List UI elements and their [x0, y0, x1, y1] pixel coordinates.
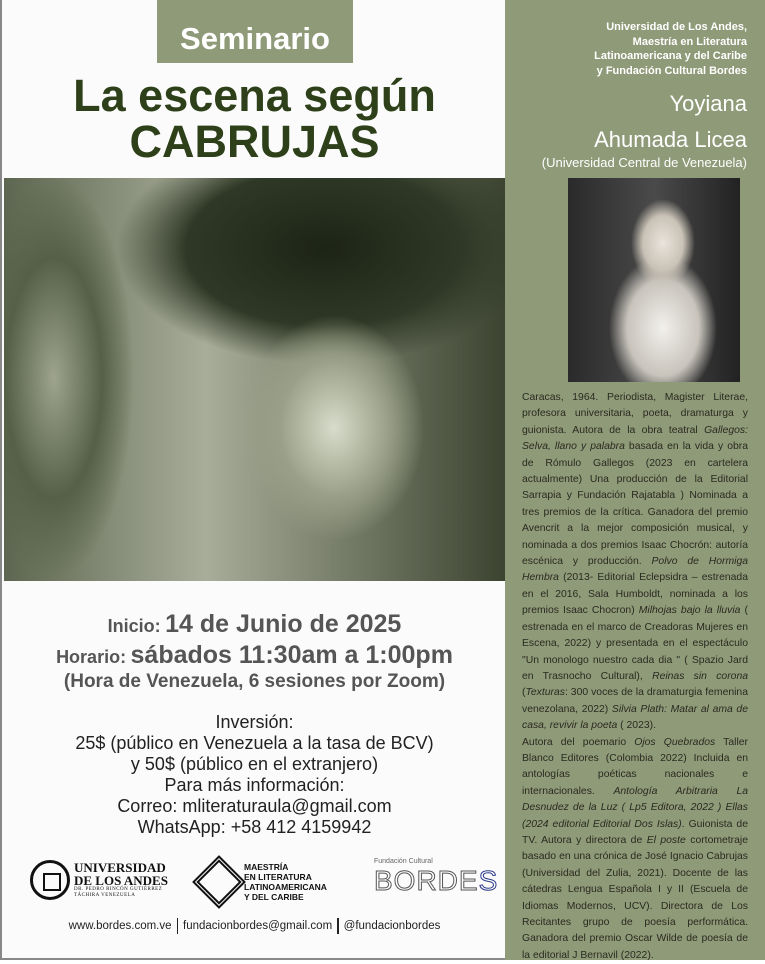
investment-info [2, 712, 507, 838]
bio-text: Caracas, 1964. Periodista, Magister Literae, profesora universitaria, poeta, dramaturga y guionista. Autora de la obra teatral [522, 392, 748, 436]
organizers [594, 20, 747, 78]
divider [337, 918, 339, 934]
ula-seal-icon [30, 860, 70, 900]
start-date [2, 610, 507, 639]
more-info-heading: Para más información: [164, 775, 345, 795]
bio-work-title: Silvia Plath: Matar al ama de casa, revivir la poeta [522, 703, 748, 732]
bio-text: basada en la vida y obra de Rómulo Gallegos (2023 en cartelera actualmente) Una producción de la Editorial Sarrapia y Fundación Rajatabla ) Nominada a tres premios de la crítica. Ganadora del premio Avencrit a la mejor composición musical, y nominada a dos premios Isaac Chocrón: autoría escénica y producción. [522, 441, 749, 568]
time-value: sábados 11:30am a 1:00pm [130, 641, 453, 669]
speaker-first-name: Yoyiana [669, 91, 747, 116]
bio-text: Taller Blanco Editores (Colombia 2022) Incluida en antologías poéticas nacionales e internacionales. [522, 736, 748, 797]
title-line-1: La escena según [73, 70, 436, 121]
bordes-logo-small: Fundación Cultural [374, 858, 433, 865]
maestria-logo-text: Y DEL CARIBE [244, 892, 304, 902]
bio-work-title: Reinas sin corona [652, 670, 749, 682]
bio-text: ( estrenada en el marco de Creadoras Mujeres en Escena, 2022) y presentada en el espectáculo "Un monologo nuestro cada dia " ( Spazio Jard en Trasnocho Cultural), [522, 605, 748, 682]
bio-text: . Guionista de TV. Autora y directora de [522, 818, 748, 846]
bio-paragraph [522, 390, 748, 735]
maestria-logo-text: MAESTRÍA [244, 862, 289, 872]
footer-website-link[interactable]: www.bordes.com.ve [68, 920, 172, 933]
bordes-logo-main: BORDES [374, 865, 499, 896]
contact-email[interactable]: Correo: mliteraturaula@gmail.com [117, 796, 392, 816]
footer-social-handle[interactable]: @fundacionbordes [343, 920, 441, 933]
footer-contacts [2, 918, 507, 934]
speaker-photo [568, 178, 740, 382]
bio-text: ( [522, 687, 526, 699]
bio-text: Autora del poemario [522, 736, 635, 748]
bordes-logo-last-letter: S [478, 865, 499, 896]
divider [177, 918, 179, 934]
bordes-logo [374, 858, 499, 897]
maestria-logo [200, 862, 327, 902]
start-label: Inicio: [107, 616, 161, 636]
title-line-2: CABRUJAS [129, 116, 380, 167]
maestria-mark-icon [192, 855, 246, 909]
ula-logo-text: DE LOS ANDES [74, 873, 168, 888]
bio-text: : 300 voces de la dramaturgia femenina venezolana, 2022) [522, 687, 748, 715]
seminar-label: Seminario [157, 0, 353, 63]
speaker-bio [522, 390, 748, 964]
bio-text: (2013- Editorial Eclepsidra – estrenada en el 2016, Sala Humboldt, nominada a los premios Isaac Chocron) [522, 572, 748, 617]
bio-paragraph [522, 735, 748, 964]
investment-heading: Inversión: [215, 712, 294, 732]
bio-work-title: Texturas [525, 687, 565, 699]
speaker-last-name: Ahumada Licea [594, 127, 747, 152]
organizer-line: Maestría en Literatura [632, 35, 747, 48]
maestria-logo-text: LATINOAMERICANA [244, 882, 327, 892]
bio-work-title: Ojos Quebrados [634, 736, 716, 748]
bio-work-title: Antología Arbitraria La Desnudez de la Luz ( Lp5 Editora, 2022 ) Ellas (2024 editorial Editorial Dos Islas) [522, 785, 748, 830]
organizer-line: Universidad de Los Andes, [606, 21, 747, 33]
time-label: Horario: [56, 647, 127, 667]
start-value: 14 de Junio de 2025 [165, 610, 402, 638]
price-abroad: y 50$ (público en el extranjero) [130, 754, 379, 774]
bio-work-title: Milhojas bajo la lluvia [638, 605, 741, 617]
bio-work-title: El poste [646, 834, 686, 846]
contact-whatsapp[interactable]: WhatsApp: +58 412 4159942 [137, 817, 372, 837]
price-local: 25$ (público en Venezuela a la tasa de BCV) [75, 733, 434, 753]
maestria-logo-text: EN LITERATURA [244, 872, 312, 882]
speaker-affiliation: (Universidad Central de Venezuela) [541, 155, 747, 170]
cabrujas-portrait-photo [4, 178, 507, 581]
footer-email-link[interactable]: fundacionbordes@gmail.com [183, 920, 333, 933]
ula-logo [30, 860, 168, 900]
bio-work-title: Polvo de Hormiga Hembra [522, 556, 748, 584]
ula-logo-text: UNIVERSIDAD [74, 860, 166, 875]
bio-text: ( 2023). [617, 720, 656, 732]
ula-logo-text: TÁCHIRA VENEZUELA [74, 893, 136, 898]
organizer-line: y Fundación Cultural Bordes [596, 64, 747, 77]
bio-text: cortometraje basado en una crónica de José Ignacio Cabrujas (Universidad del Zulia, 2021). Docente de las cátedras Lengua Española I y II (Escuela de Idiomas Modernos, UCV). Directora de Los Recitantes grupo de poesía performática. Ganadora del premio Oscar Wilde de poesía de la editorial J Bernavil (2022). [522, 834, 748, 961]
schedule-note: (Hora de Venezuela, 6 sesiones por Zoom) [63, 671, 446, 692]
bio-work-title: Gallegos: Selva, llano y palabra [522, 424, 748, 453]
schedule-time [2, 641, 507, 670]
ula-logo-text: DR. PEDRO RINCÓN GUTIÉRREZ [74, 887, 163, 892]
logos-row [2, 858, 502, 908]
organizer-line: Latinoamericana y del Caribe [594, 50, 747, 62]
